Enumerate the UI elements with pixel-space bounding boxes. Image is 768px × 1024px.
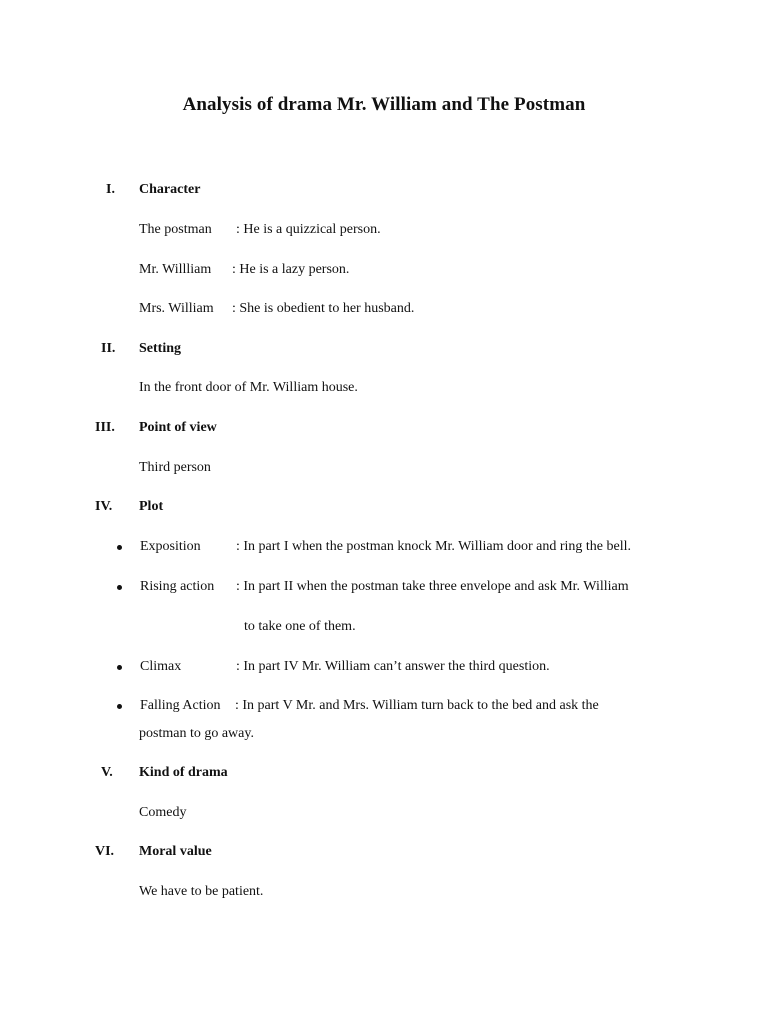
character-name: The postman [139,222,212,237]
plot-item-text-continued: postman to go away. [139,726,254,741]
bullet-icon [117,585,122,590]
character-name: Mr. Willliam [139,262,212,277]
plot-item-text: : In part IV Mr. William can’t answer the third question. [236,659,550,674]
plot-item-label: Climax [140,659,182,674]
plot-item-text: : In part I when the postman knock Mr. William door and ring the bell. [236,539,631,554]
bullet-icon [117,545,122,550]
section-heading: Kind of drama [139,765,228,780]
plot-item-label: Falling Action [140,698,221,713]
bullet-icon [117,665,122,670]
section-numeral: II. [101,341,116,356]
section-numeral: III. [95,420,115,435]
section-text: Third person [139,460,211,475]
section-heading: Moral value [139,844,212,859]
section-numeral: I. [106,182,115,197]
bullet-icon [117,704,122,709]
section-heading: Point of view [139,420,217,435]
section-numeral: V. [101,765,113,780]
plot-item-label: Rising action [140,579,215,594]
plot-item-text: : In part V Mr. and Mrs. William turn back to the bed and ask the [235,698,599,713]
plot-item-label: Exposition [140,539,201,554]
character-description: : He is a lazy person. [232,262,350,277]
character-name: Mrs. William [139,301,214,316]
section-text: We have to be patient. [139,884,264,899]
section-numeral: VI. [95,844,115,859]
section-heading: Plot [139,499,164,514]
plot-item-text: : In part II when the postman take three envelope and ask Mr. William [236,579,629,594]
section-heading: Setting [139,341,181,356]
document-title: Analysis of drama Mr. William and The Postman [182,94,586,115]
character-description: : She is obedient to her husband. [232,301,415,316]
section-text: In the front door of Mr. William house. [139,380,358,395]
section-text: Comedy [139,805,187,820]
section-heading: Character [139,182,201,197]
plot-item-text-continued: to take one of them. [244,619,356,634]
section-numeral: IV. [95,499,113,514]
character-description: : He is a quizzical person. [236,222,381,237]
